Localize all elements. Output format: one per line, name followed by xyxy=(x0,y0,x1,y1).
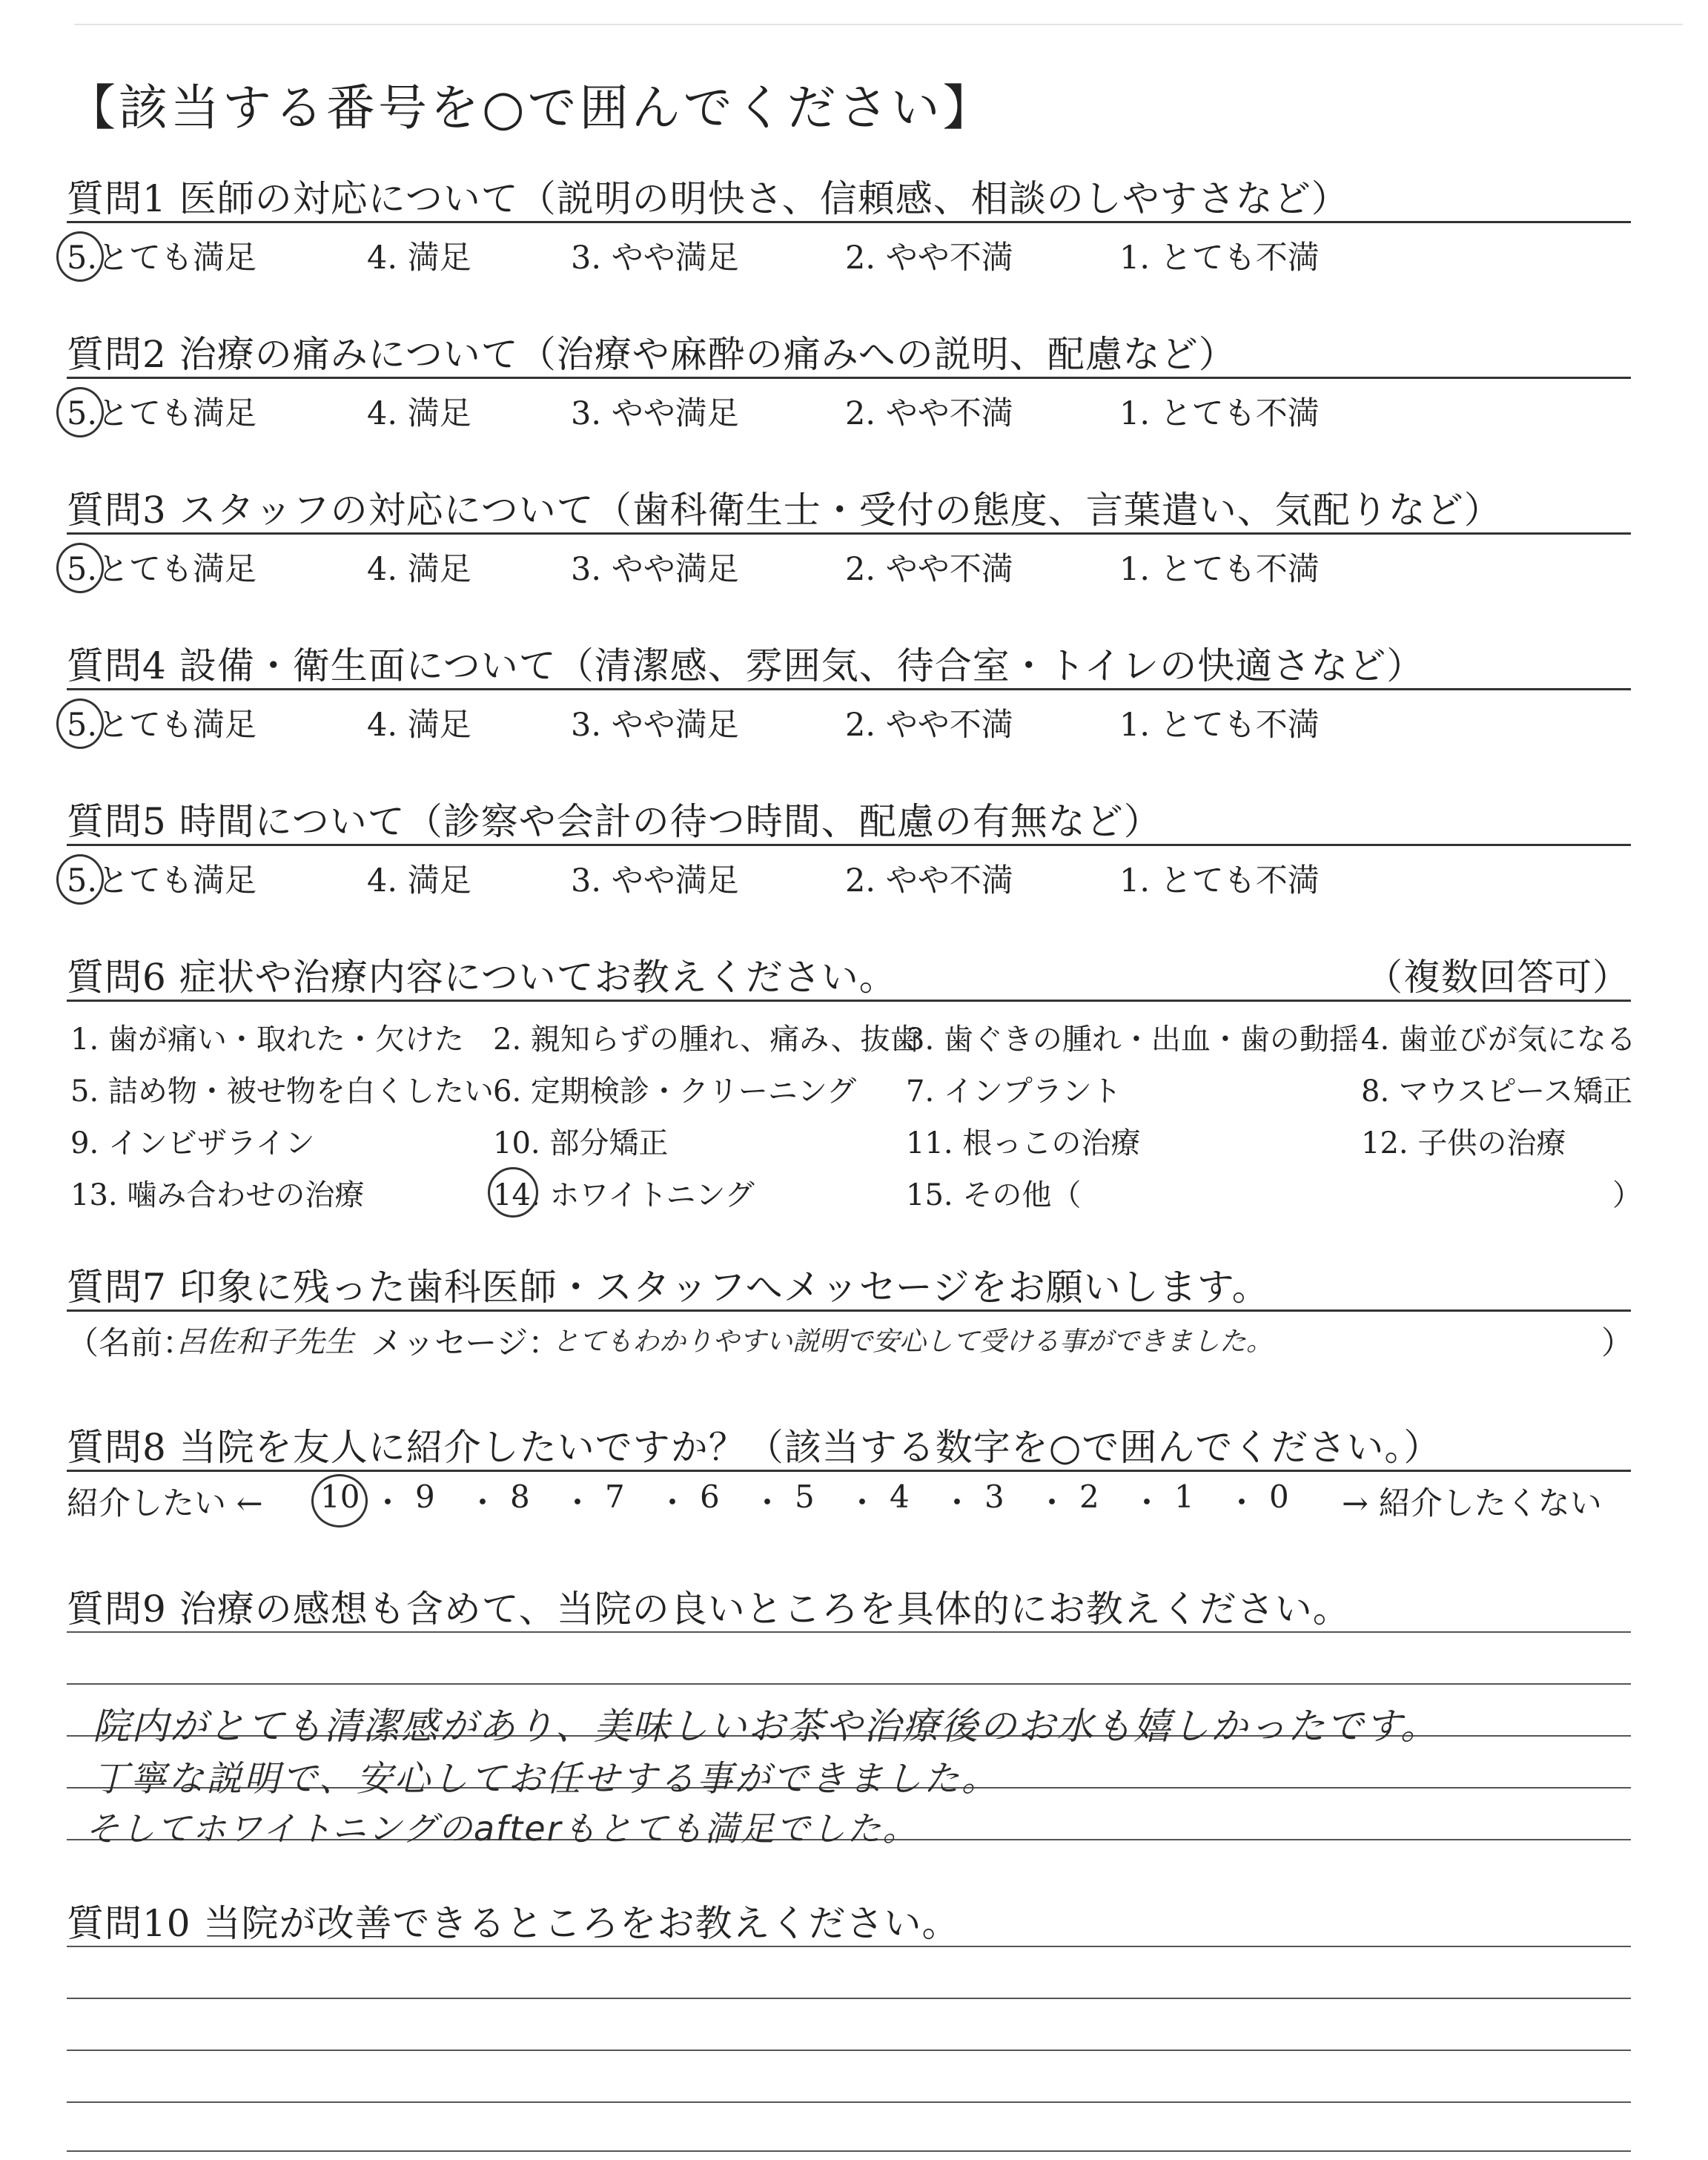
q4-option-2: 2. やや不満 xyxy=(845,707,1013,744)
q6-option-3: 3. 歯ぐきの腫れ・出血・歯の動揺 xyxy=(906,1023,1359,1057)
q2-selection-circle xyxy=(56,387,104,437)
q5-title: 質問5 時間について（診察や会計の待つ時間、配慮の有無など） xyxy=(67,800,1162,843)
q6-option-7: 7. インプラント xyxy=(906,1074,1122,1109)
q6-title: 質問6 症状や治療内容についてお教えください。 xyxy=(67,956,897,999)
q6-option-10: 10. 部分矯正 xyxy=(493,1126,669,1160)
q5-option-2: 2. やや不満 xyxy=(845,862,1013,899)
q6-option-9: 9. インビザライン xyxy=(70,1126,315,1160)
q3-rule xyxy=(67,532,1631,535)
q9-answer-line-3: そしてホワイトニングのafterもとても満足でした。 xyxy=(85,1809,918,1849)
q1-option-3: 3. やや満足 xyxy=(571,240,739,277)
q8-scale-separator: ・ xyxy=(752,1484,784,1521)
q1-option-1: 1. とても不満 xyxy=(1119,240,1320,277)
q8-right-label: → 紹介したくない xyxy=(1342,1485,1602,1522)
q9-answer-line-1: 院内がとても清潔感があり、美味しいお茶や治療後のお水も嬉しかったです。 xyxy=(93,1705,1439,1748)
q1-option-4: 4. 満足 xyxy=(367,240,471,277)
q8-scale-separator: ・ xyxy=(372,1484,404,1521)
q6-option-5: 5. 詰め物・被せ物を白くしたい xyxy=(70,1074,494,1109)
q4-option-3: 3. やや満足 xyxy=(571,707,739,744)
q3-option-5: 5.とても満足 xyxy=(67,551,257,588)
q9-answer-line-2: 丁寧な説明で、安心してお任せする事ができました。 xyxy=(93,1758,1000,1800)
q10-title: 質問10 当院が改善できるところをお教えください。 xyxy=(67,1902,960,1945)
q4-title: 質問4 設備・衛生面について（清潔感、雰囲気、待合室・トイレの快適さなど） xyxy=(67,644,1425,687)
q6-rule xyxy=(67,1000,1631,1002)
q8-scale-7: 7 xyxy=(605,1479,625,1515)
q8-rule xyxy=(67,1470,1631,1472)
q8-scale-separator: ・ xyxy=(1036,1484,1068,1521)
q5-option-5: 5.とても満足 xyxy=(67,862,257,899)
q8-scale-3: 3 xyxy=(984,1479,1004,1515)
q10-rule-2 xyxy=(67,1998,1631,1999)
q8-scale-9: 9 xyxy=(415,1479,435,1515)
q6-option-6: 6. 定期検診・クリーニング xyxy=(493,1074,857,1109)
q6-option-8: 8. マウスピース矯正 xyxy=(1361,1074,1633,1109)
q10-rule-4 xyxy=(67,2101,1631,2103)
q6-option-13: 13. 噛み合わせの治療 xyxy=(70,1178,365,1212)
q8-scale-separator: ・ xyxy=(1226,1484,1258,1521)
q7-close: ） xyxy=(1601,1325,1633,1362)
q3-option-2: 2. やや不満 xyxy=(845,551,1013,588)
q5-option-4: 4. 満足 xyxy=(367,862,471,899)
q2-title: 質問2 治療の痛みについて（治療や麻酔の痛みへの説明、配慮など） xyxy=(67,333,1237,376)
q8-scale-separator: ・ xyxy=(1131,1484,1163,1521)
q3-option-4: 4. 満足 xyxy=(367,551,471,588)
q6-option-4: 4. 歯並びが気になる xyxy=(1361,1023,1636,1057)
q7-rule xyxy=(67,1309,1631,1312)
q7-title: 質問7 印象に残った歯科医師・スタッフへメッセージをお願いします。 xyxy=(67,1266,1270,1309)
q8-scale-separator: ・ xyxy=(657,1484,689,1521)
q3-selection-circle xyxy=(56,543,104,593)
q6-option-1: 1. 歯が痛い・取れた・欠けた xyxy=(70,1023,464,1057)
q3-title: 質問3 スタッフの対応について（歯科衛生士・受付の態度、言葉遣い、気配りなど） xyxy=(67,489,1502,532)
q2-option-4: 4. 満足 xyxy=(367,395,471,432)
q1-option-2: 2. やや不満 xyxy=(845,240,1013,277)
q6-option-14: 14. ホワイトニング xyxy=(493,1178,755,1212)
q6-option-12: 12. 子供の治療 xyxy=(1361,1126,1566,1160)
q8-scale-10: 10 xyxy=(320,1479,360,1515)
q2-rule xyxy=(67,377,1631,379)
q4-selection-circle xyxy=(56,698,104,749)
q8-scale-6: 6 xyxy=(700,1479,720,1515)
q10-rule-1 xyxy=(67,1946,1631,1947)
q3-option-1: 1. とても不満 xyxy=(1119,551,1320,588)
q2-option-5: 5.とても満足 xyxy=(67,395,257,432)
q3-option-3: 3. やや満足 xyxy=(571,551,739,588)
form-header: 【該当する番号を○で囲んでください】 xyxy=(67,79,995,136)
q7-message-label: メッセージ： xyxy=(371,1325,560,1362)
q8-scale-5: 5 xyxy=(795,1479,815,1515)
q5-option-3: 3. やや満足 xyxy=(571,862,739,899)
q6-option-16: ） xyxy=(1612,1178,1642,1212)
q2-option-1: 1. とても不満 xyxy=(1119,395,1320,432)
q4-rule xyxy=(67,688,1631,690)
q1-selection-circle xyxy=(56,231,104,282)
q9-rule-1 xyxy=(67,1631,1631,1633)
q7-name-value: 呂佐和子先生 xyxy=(176,1325,354,1359)
q8-title: 質問8 当院を友人に紹介したいですか？（該当する数字を○で囲んでください。） xyxy=(67,1426,1442,1469)
q6-option-15: 15. その他（ xyxy=(906,1178,1082,1212)
q6-option-2: 2. 親知らずの腫れ、痛み、抜歯 xyxy=(493,1023,920,1057)
q8-scale-separator: ・ xyxy=(562,1484,594,1521)
q5-rule xyxy=(67,844,1631,846)
q8-scale-0: 0 xyxy=(1269,1479,1289,1515)
q8-scale-1: 1 xyxy=(1174,1479,1194,1515)
q1-rule xyxy=(67,221,1631,223)
q1-title: 質問1 医師の対応について（説明の明快さ、信頼感、相談のしやすさなど） xyxy=(67,177,1349,220)
q8-scale-separator: ・ xyxy=(467,1484,499,1521)
q9-title: 質問9 治療の感想も含めて、当院の良いところを具体的にお教えください。 xyxy=(67,1588,1351,1631)
q6-option-11: 11. 根っこの治療 xyxy=(906,1126,1141,1160)
q10-rule-3 xyxy=(67,2050,1631,2051)
q8-scale-8: 8 xyxy=(510,1479,530,1515)
q8-selection-circle xyxy=(311,1474,368,1527)
q6-note: （複数回答可） xyxy=(1366,956,1630,999)
q8-scale-separator: ・ xyxy=(941,1484,973,1521)
q2-option-3: 3. やや満足 xyxy=(571,395,739,432)
q2-option-2: 2. やや不満 xyxy=(845,395,1013,432)
q8-scale-2: 2 xyxy=(1079,1479,1099,1515)
q4-option-1: 1. とても不満 xyxy=(1119,707,1320,744)
q10-rule-5 xyxy=(67,2150,1631,2152)
q4-option-5: 5.とても満足 xyxy=(67,707,257,744)
q8-left-label: 紹介したい ← xyxy=(67,1485,263,1522)
q5-selection-circle xyxy=(56,854,104,905)
q9-rule-2 xyxy=(67,1683,1631,1685)
q1-option-5: 5.とても満足 xyxy=(67,240,257,277)
q6-selection-circle xyxy=(488,1167,538,1218)
q8-scale-4: 4 xyxy=(890,1479,910,1515)
q4-option-4: 4. 満足 xyxy=(367,707,471,744)
top-edge-line xyxy=(74,24,1683,25)
q8-scale-separator: ・ xyxy=(847,1484,878,1521)
q7-message-value: とてもわかりやすい説明で安心して受ける事ができました。 xyxy=(552,1327,1274,1357)
q7-name-label: （名前： xyxy=(67,1325,194,1362)
q5-option-1: 1. とても不満 xyxy=(1119,862,1320,899)
